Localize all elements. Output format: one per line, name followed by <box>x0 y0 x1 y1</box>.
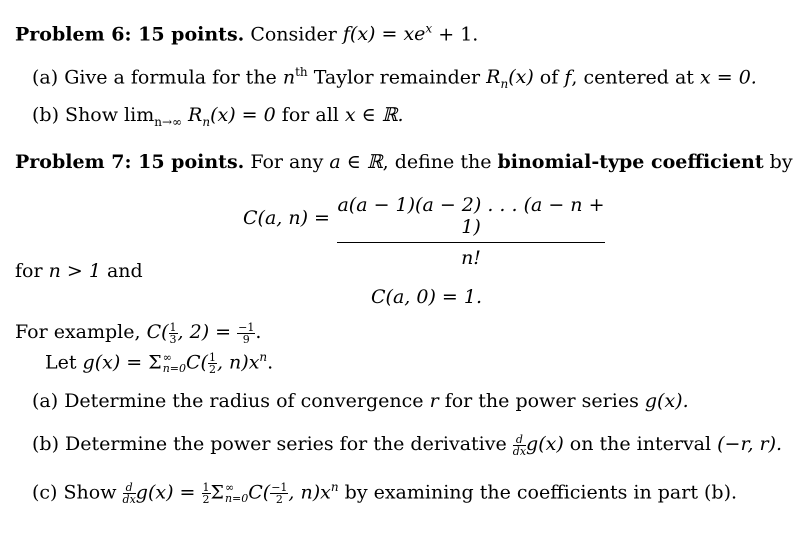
problem-7-statement: Problem 7: 15 points. For any a ∈ ℝ, define the binomial-type coefficient by <box>15 151 793 173</box>
series-definition: Let g(x) = Σ ∞ n=0 C( $\frac{1}{2}$ , $n)x^n$. <box>45 350 274 376</box>
definition-numerator: a(a − 1)(a − 2) . . . (a − n + 1) <box>337 194 605 243</box>
problem-7-part-b: (b) Determine the power series for the derivative $\frac{d}{dx}$ g(x) on the interval (−r, r). <box>32 432 783 458</box>
problem-7-part-a: (a) Determine the radius of convergence r for the power series g(x). <box>32 390 689 412</box>
problem-6-part-b: (b) Show $\lim_{n\to\infty} R_n(x) = 0$ for all x ∈ ℝ. <box>32 104 404 129</box>
base-case: C(a, 0) = 1. <box>371 286 482 308</box>
problem-6-statement: Problem 6: 15 points. Consider $f(x) = xe^x + 1$. <box>15 22 479 46</box>
problem-6-heading: Problem 6: 15 points. <box>15 23 245 46</box>
problem-6-part-a: (a) Give a formula for the $n^{th}$ Taylor remainder $R_n(x)$ of f, centered at x = 0. <box>32 65 757 92</box>
definition-condition: for n > 1 and <box>15 260 143 282</box>
definition-lhs: C(a, n) = <box>243 207 330 229</box>
problem-7-heading: Problem 7: 15 points. <box>15 151 245 173</box>
definition-denominator: n! <box>461 247 481 269</box>
definition-fraction <box>337 194 605 269</box>
problem-7-part-c: (c) Show $\frac{d}{dx}$ g(x) = $\frac{1}{2}$ Σ ∞ n=0 C( $\frac{-1}{2}$ , $n)x^n$ by examining the coefficients in part (b). <box>32 480 738 506</box>
function-definition: $f(x) = xe^x$ <box>342 22 433 46</box>
binomial-term: binomial-type coefficient <box>497 151 764 173</box>
example-line: For example, C( $\frac{1}{3}$ , 2) = $\frac{-1}{9}$ . <box>15 320 262 346</box>
